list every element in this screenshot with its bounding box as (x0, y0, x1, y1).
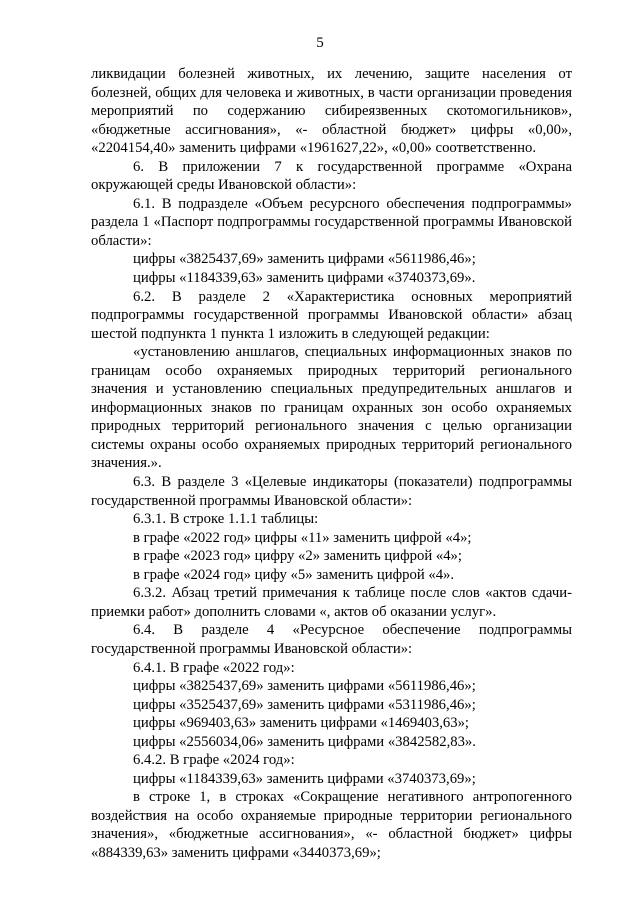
paragraph: 6.3. В разделе 3 «Целевые индикаторы (показатели) подпрограммы государственной программы Ивановской области»: (91, 474, 572, 509)
paragraph: 6. В приложении 7 к государственной программе «Охрана окружающей среды Ивановской области»: (91, 158, 572, 194)
paragraph: в строке 1, в строках «Сокращение негативного антропогенного воздействия на особо охраняемые природные территории регионального значения», «бюджетные ассигнования», «- областной бюджет» цифры «884339,63» заменить цифрами «3440373,69»; (91, 789, 572, 861)
paragraph: 6.3.2. Абзац третий примечания к таблице после слов «актов сдачи-приемки работ» дополнить словами «, актов об оказании услуг». (91, 585, 572, 620)
document-body (91, 65, 572, 863)
paragraph: 6.2. В разделе 2 «Характеристика основных мероприятий подпрограммы государственной программы Ивановской области» абзац шестой подпункта 1 пункта 1 изложить в следующей редакции: (91, 288, 572, 342)
paragraph: 6.4.2. В графе «2024 год»: (133, 752, 295, 769)
paragraph: в графе «2022 год» цифры «11» заменить цифрой «4»; (133, 529, 472, 546)
paragraph: цифры «1184339,63» заменить цифрами «3740373,69»; (133, 770, 476, 787)
paragraph: 6.3.1. В строке 1.1.1 таблицы: (133, 511, 319, 528)
paragraph: цифры «3825437,69» заменить цифрами «5611986,46»; (133, 678, 476, 695)
paragraph: цифры «2556034,06» заменить цифрами «3842582,83». (133, 733, 476, 750)
paragraph: ликвидации болезней животных, их лечению, защите населения от болезней, общих для человека и животных, в части организации проведения мероприятий по содержанию сибиреязвенных скотомогильников», «бюджетные ассигнования», «- областной бюджет» цифры «0,00», «2204154,40» заменить цифрами «1961627,22», «0,00» соответственно. (91, 66, 572, 157)
paragraph: цифры «969403,63» заменить цифрами «1469403,63»; (133, 715, 470, 732)
paragraph: 6.4.1. В графе «2022 год»: (133, 659, 295, 676)
paragraph: цифры «3525437,69» заменить цифрами «5311986,46»; (133, 696, 476, 713)
quoted-paragraph: «установлению аншлагов, специальных информационных знаков по границам особо охраняемых природных территорий регионального значения и установлению специальных предупредительных аншлагов и информационных знаков по границам охранных зон особо охраняемых природных территорий регионального значения с целью организации системы охраны особо охраняемых природных территорий регионального значения.». (91, 344, 572, 472)
paragraph: 6.4. В разделе 4 «Ресурсное обеспечение подпрограммы государственной программы Ивановской области»: (91, 622, 572, 657)
paragraph: цифры «1184339,63» заменить цифрами «3740373,69». (133, 270, 476, 287)
paragraph: в графе «2023 год» цифру «2» заменить цифрой «4»; (133, 548, 462, 565)
page-number: 5 (316, 35, 324, 51)
paragraph: в графе «2024 год» цифу «5» заменить цифрой «4». (133, 566, 455, 583)
paragraph: цифры «3825437,69» заменить цифрами «5611986,46»; (133, 251, 476, 268)
paragraph: 6.1. В подразделе «Объем ресурсного обеспечения подпрограммы» раздела 1 «Паспорт подпрограммы государственной программы Ивановской области»: (91, 195, 572, 249)
